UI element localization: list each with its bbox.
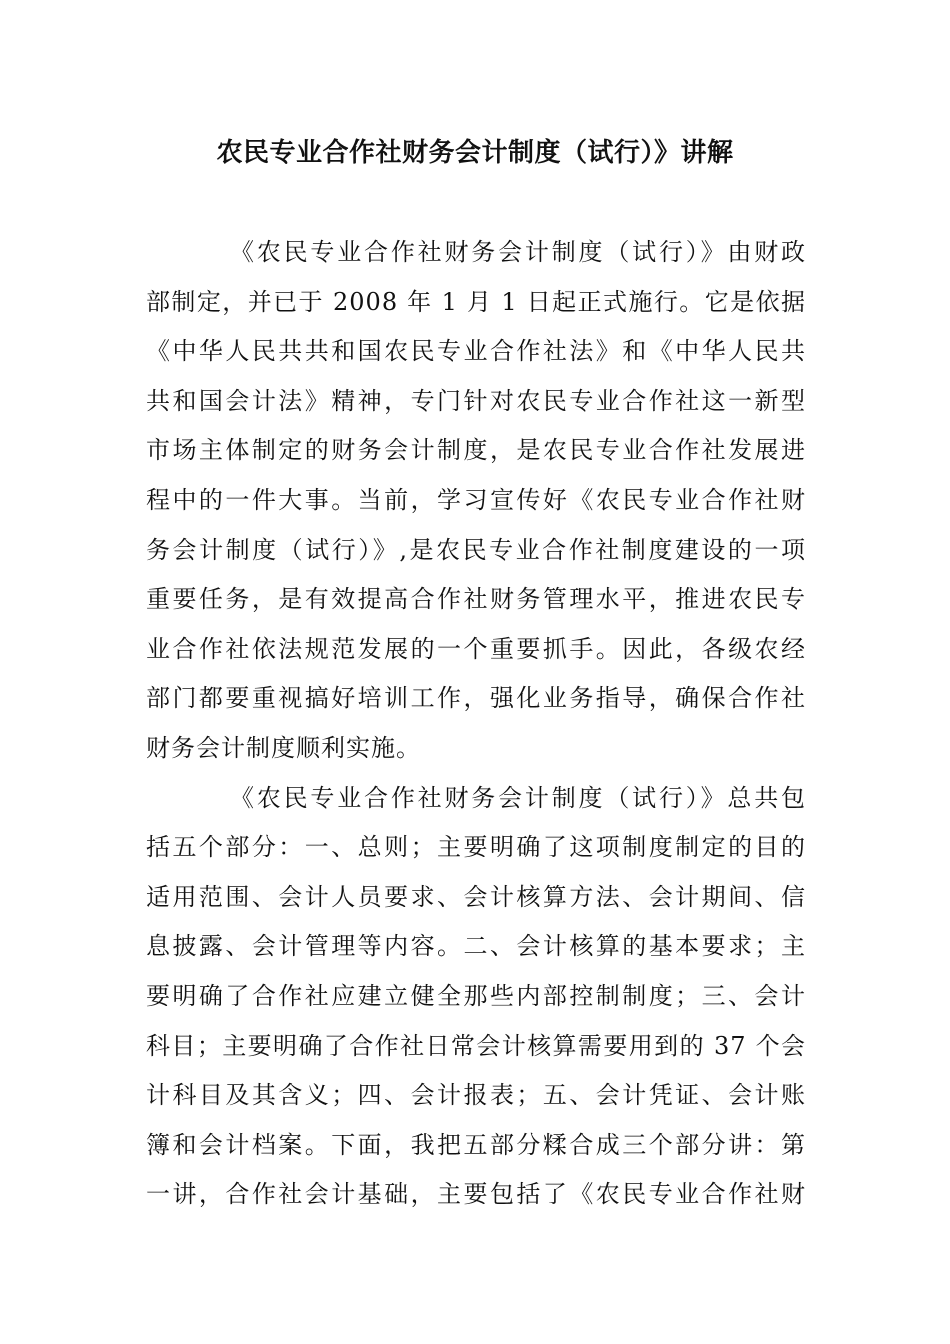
text-line: 《农民专业合作社财务会计制度（试行）》由财政: [230, 238, 806, 266]
text-line: 计科目及其含义；四、会计报表；五、会计凭证、会计账: [146, 1081, 806, 1110]
text-line: 共和国会计法》精神，专门针对农民专业合作社这一新型: [146, 386, 806, 415]
text-line: 部门都要重视搞好培训工作，强化业务指导，确保合作社: [146, 684, 806, 713]
text-line: 重要任务，是有效提高合作社财务管理水平，推进农民专: [146, 585, 806, 614]
text-line: 簿和会计档案。下面，我把五部分糅合成三个部分讲：第: [146, 1130, 806, 1159]
paragraph-1: [146, 228, 806, 774]
text-line: 科目；主要明确了合作社日常会计核算需要用到的 37 个会: [146, 1031, 806, 1060]
text-line: 一讲，合作社会计基础，主要包括了《农民专业合作社财: [146, 1180, 806, 1209]
text-line: 要明确了合作社应建立健全那些内部控制制度；三、会计: [146, 981, 806, 1010]
text-line: 括五个部分：一、总则；主要明确了这项制度制定的目的: [146, 833, 806, 862]
text-line: 部制定，并已于 2008 年 1 月 1 日起正式施行。它是依据: [146, 287, 806, 316]
paragraph-2: [146, 774, 806, 1220]
text-line: 息披露、会计管理等内容。二、会计核算的基本要求；主: [146, 932, 806, 961]
text-line: 适用范围、会计人员要求、会计核算方法、会计期间、信: [146, 882, 806, 911]
text-line: 市场主体制定的财务会计制度，是农民专业合作社发展进: [146, 436, 806, 465]
text-line: 《中华人民共共和国农民专业合作社法》和《中华人民共: [146, 337, 806, 366]
text-line: 《农民专业合作社财务会计制度（试行）》总共包: [230, 783, 806, 812]
document-title: 农民专业合作社财务会计制度（试行）》讲解: [216, 138, 734, 168]
text-line: 业合作社依法规范发展的一个重要抓手。因此，各级农经: [146, 634, 806, 663]
text-line: 程中的一件大事。当前，学习宣传好《农民专业合作社财: [146, 485, 806, 514]
document-body: [146, 228, 806, 1220]
text-line: 财务会计制度顺利实施。: [146, 733, 421, 762]
text-line: 务会计制度（试行）》,是农民专业合作社制度建设的一项: [146, 535, 806, 564]
